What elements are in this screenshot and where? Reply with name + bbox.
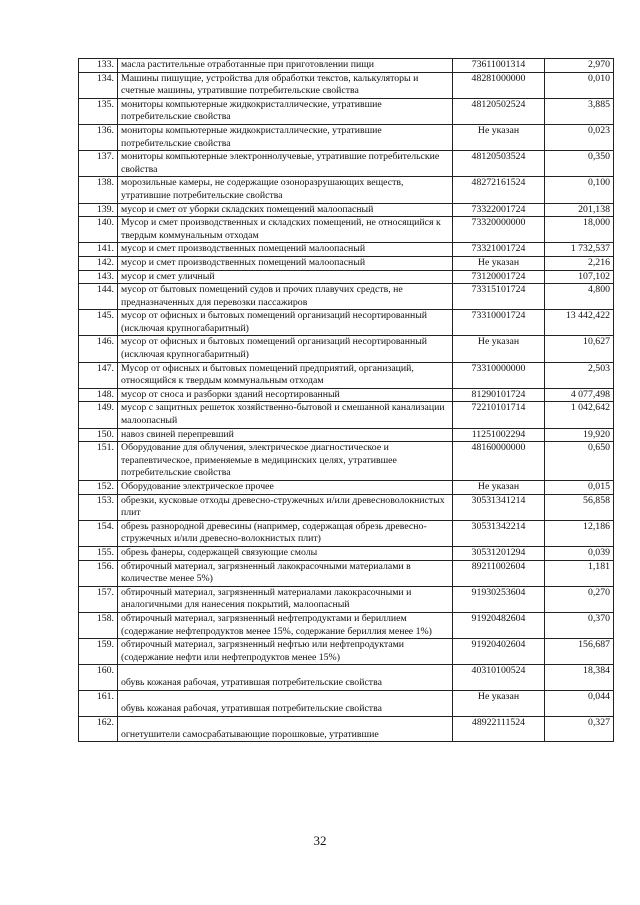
row-number: 146. — [79, 336, 118, 362]
waste-name: мониторы компьютерные электроннолучевые, утратившие потребительские свойства — [118, 151, 453, 177]
waste-quantity: 0,100 — [545, 177, 614, 203]
waste-quantity: 201,138 — [545, 203, 614, 217]
waste-quantity: 0,023 — [545, 124, 614, 150]
table-row — [79, 203, 614, 217]
fkko-code: 73310000000 — [453, 362, 545, 388]
waste-quantity: 3,885 — [545, 98, 614, 124]
table-row — [79, 243, 614, 257]
fkko-code: 48120502524 — [453, 98, 545, 124]
waste-name: обрезь фанеры, содержащей связующие смолы — [118, 546, 453, 560]
waste-name: мусор от офисных и бытовых помещений организаций несортированный (исключая крупногабаритный) — [118, 310, 453, 336]
waste-table-body — [79, 59, 614, 742]
waste-quantity: 4,800 — [545, 284, 614, 310]
table-row — [79, 59, 614, 73]
waste-quantity: 0,010 — [545, 72, 614, 98]
fkko-code: Не указан — [453, 481, 545, 495]
table-row — [79, 690, 614, 716]
waste-name: обтирочный материал, загрязненный нефтепродуктами и бериллием (содержание нефтепродуктов менее 15%, содержание бериллия менее 1%) — [118, 612, 453, 638]
row-number: 149. — [79, 402, 118, 428]
waste-quantity: 1 732,537 — [545, 243, 614, 257]
fkko-code: Не указан — [453, 124, 545, 150]
waste-name: обтирочный материал, загрязненный нефтью или нефтепродуктами (содержание нефти или нефтепродуктов менее 15%) — [118, 639, 453, 665]
waste-quantity: 10,627 — [545, 336, 614, 362]
table-row — [79, 665, 614, 691]
fkko-code: 89211002604 — [453, 560, 545, 586]
row-number: 159. — [79, 639, 118, 665]
waste-name: мусор с защитных решеток хозяйственно-бытовой и смешанной канализации малоопасный — [118, 402, 453, 428]
fkko-code: 48160000000 — [453, 442, 545, 481]
waste-quantity: 0,270 — [545, 586, 614, 612]
row-number: 156. — [79, 560, 118, 586]
table-row — [79, 586, 614, 612]
row-number: 140. — [79, 217, 118, 243]
row-number: 153. — [79, 494, 118, 520]
row-number: 161. — [79, 690, 118, 716]
fkko-code: 40310100524 — [453, 665, 545, 691]
row-number: 157. — [79, 586, 118, 612]
waste-quantity: 18,000 — [545, 217, 614, 243]
table-row — [79, 639, 614, 665]
table-row — [79, 494, 614, 520]
waste-quantity: 0,370 — [545, 612, 614, 638]
waste-quantity: 0,350 — [545, 151, 614, 177]
row-number: 134. — [79, 72, 118, 98]
waste-name: мусор от бытовых помещений судов и прочих плавучих средств, не предназначенных для перевозки пассажиров — [118, 284, 453, 310]
waste-quantity: 0,044 — [545, 690, 614, 716]
waste-quantity: 0,039 — [545, 546, 614, 560]
row-number: 150. — [79, 428, 118, 442]
row-number: 137. — [79, 151, 118, 177]
waste-name: обувь кожаная рабочая, утратившая потребительские свойства — [118, 665, 453, 691]
waste-name: мусор от офисных и бытовых помещений организаций несортированный (исключая крупногабаритный) — [118, 336, 453, 362]
table-row — [79, 362, 614, 388]
waste-name: морозильные камеры, не содержащие озоноразрушающих веществ, утратившие потребительские свойства — [118, 177, 453, 203]
waste-name: мониторы компьютерные жидкокристаллические, утратившие потребительские свойства — [118, 98, 453, 124]
waste-name: обувь кожаная рабочая, утратившая потребительские свойства — [118, 690, 453, 716]
table-row — [79, 310, 614, 336]
table-row — [79, 612, 614, 638]
waste-quantity: 107,102 — [545, 270, 614, 284]
fkko-code: 91930253604 — [453, 586, 545, 612]
table-row — [79, 72, 614, 98]
fkko-code: 73315101724 — [453, 284, 545, 310]
waste-name: обрезки, кусковые отходы древесно-стружечных и/или древесноволокнистых плит — [118, 494, 453, 520]
row-number: 139. — [79, 203, 118, 217]
waste-name: масла растительные отработанные при приготовлении пищи — [118, 59, 453, 73]
row-number: 155. — [79, 546, 118, 560]
waste-name: Оборудование электрическое прочее — [118, 481, 453, 495]
fkko-code: 73310001724 — [453, 310, 545, 336]
table-row — [79, 124, 614, 150]
waste-quantity: 2,503 — [545, 362, 614, 388]
waste-name: Мусор от офисных и бытовых помещений предприятий, организаций, относящийся к твердым коммунальным отходам — [118, 362, 453, 388]
waste-quantity: 2,970 — [545, 59, 614, 73]
waste-name: обрезь разнородной древесины (например, содержащая обрезь древесно-стружечных и/или древесно-волокнистых плит) — [118, 520, 453, 546]
waste-name: мусор и смет производственных помещений малоопасный — [118, 243, 453, 257]
fkko-code: 11251002294 — [453, 428, 545, 442]
table-row — [79, 546, 614, 560]
row-number: 152. — [79, 481, 118, 495]
row-number: 158. — [79, 612, 118, 638]
waste-name: мусор и смет уличный — [118, 270, 453, 284]
row-number: 151. — [79, 442, 118, 481]
row-number: 144. — [79, 284, 118, 310]
row-number: 143. — [79, 270, 118, 284]
waste-name: обтирочный материал, загрязненный материалами лакокрасочными и аналогичными для нанесения покрытий, малоопасный — [118, 586, 453, 612]
table-row — [79, 217, 614, 243]
row-number: 136. — [79, 124, 118, 150]
table-row — [79, 98, 614, 124]
fkko-code: 91920482604 — [453, 612, 545, 638]
row-number: 148. — [79, 388, 118, 402]
fkko-code: Не указан — [453, 690, 545, 716]
row-number: 147. — [79, 362, 118, 388]
fkko-code: 30531341214 — [453, 494, 545, 520]
row-number: 162. — [79, 716, 118, 742]
table-row — [79, 151, 614, 177]
table-row — [79, 560, 614, 586]
table-row — [79, 402, 614, 428]
waste-quantity: 12,186 — [545, 520, 614, 546]
fkko-code: 73611001314 — [453, 59, 545, 73]
fkko-code: 73320000000 — [453, 217, 545, 243]
table-row — [79, 716, 614, 742]
table-row — [79, 270, 614, 284]
waste-quantity: 1 042,642 — [545, 402, 614, 428]
waste-name: Мусор и смет производственных и складских помещений, не относящийся к твердым коммунальным отходам — [118, 217, 453, 243]
waste-name: огнетушители самосрабатывающие порошковые, утратившие — [118, 716, 453, 742]
fkko-code: 30531342214 — [453, 520, 545, 546]
waste-quantity: 18,384 — [545, 665, 614, 691]
waste-quantity: 156,687 — [545, 639, 614, 665]
row-number: 141. — [79, 243, 118, 257]
table-row — [79, 481, 614, 495]
fkko-code: 30531201294 — [453, 546, 545, 560]
waste-quantity: 0,327 — [545, 716, 614, 742]
fkko-code: 48922111524 — [453, 716, 545, 742]
row-number: 160. — [79, 665, 118, 691]
page-number: 32 — [313, 833, 327, 848]
fkko-code: 91920402604 — [453, 639, 545, 665]
row-number: 133. — [79, 59, 118, 73]
waste-name: Машины пишущие, устройства для обработки текстов, калькуляторы и счетные машины, утратившие потребительские свойства — [118, 72, 453, 98]
waste-table — [78, 58, 614, 742]
waste-quantity: 0,650 — [545, 442, 614, 481]
table-row — [79, 177, 614, 203]
fkko-code: 81290101724 — [453, 388, 545, 402]
waste-quantity: 1,181 — [545, 560, 614, 586]
row-number: 138. — [79, 177, 118, 203]
waste-name: мусор и смет от уборки складских помещений малоопасный — [118, 203, 453, 217]
fkko-code: Не указан — [453, 336, 545, 362]
table-row — [79, 256, 614, 270]
waste-quantity: 2,216 — [545, 256, 614, 270]
table-row — [79, 284, 614, 310]
waste-name: мусор и смет производственных помещений малоопасный — [118, 256, 453, 270]
waste-quantity: 13 442,422 — [545, 310, 614, 336]
table-row — [79, 336, 614, 362]
waste-quantity: 56,858 — [545, 494, 614, 520]
table-row — [79, 442, 614, 481]
fkko-code: 73321001724 — [453, 243, 545, 257]
waste-name: навоз свиней перепревший — [118, 428, 453, 442]
table-row — [79, 388, 614, 402]
waste-name: мусор от сноса и разборки зданий несортированный — [118, 388, 453, 402]
row-number: 142. — [79, 256, 118, 270]
waste-name: обтирочный материал, загрязненный лакокрасочными материалами в количестве менее 5%) — [118, 560, 453, 586]
fkko-code: 73322001724 — [453, 203, 545, 217]
waste-quantity: 0,015 — [545, 481, 614, 495]
fkko-code: 73120001724 — [453, 270, 545, 284]
fkko-code: 48120503524 — [453, 151, 545, 177]
fkko-code: Не указан — [453, 256, 545, 270]
row-number: 135. — [79, 98, 118, 124]
waste-name: мониторы компьютерные жидкокристаллические, утратившие потребительские свойства — [118, 124, 453, 150]
waste-name: Оборудование для облучения, электрическое диагностическое и терапевтическое, применяемые в медицинских целях, утратившее потребительские свойства — [118, 442, 453, 481]
row-number: 154. — [79, 520, 118, 546]
waste-quantity: 4 077,498 — [545, 388, 614, 402]
fkko-code: 48281000000 — [453, 72, 545, 98]
row-number: 145. — [79, 310, 118, 336]
table-row — [79, 520, 614, 546]
fkko-code: 72210101714 — [453, 402, 545, 428]
fkko-code: 48272161524 — [453, 177, 545, 203]
table-row — [79, 428, 614, 442]
waste-quantity: 19,920 — [545, 428, 614, 442]
